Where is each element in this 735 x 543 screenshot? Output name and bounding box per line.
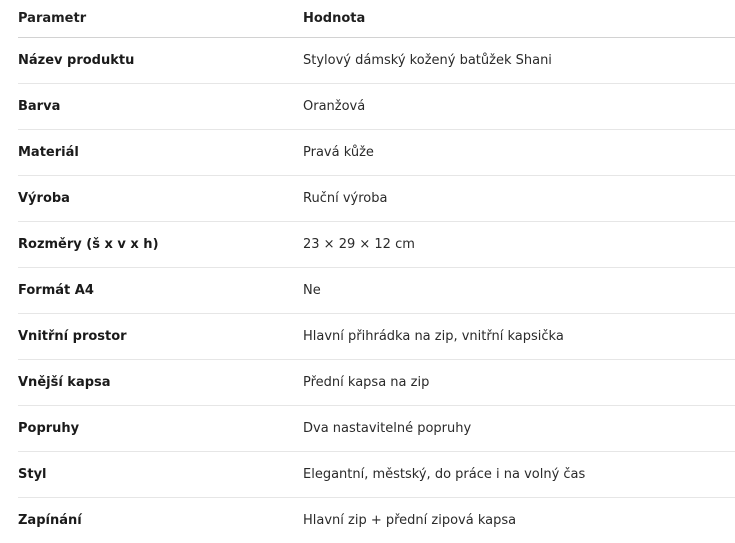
row-value: Elegantní, městský, do práce i na volný čas [303,452,735,498]
row-value: Pravá kůže [303,130,735,176]
row-value: 23 × 29 × 12 cm [303,222,735,268]
table-header [18,0,735,38]
table-row [18,452,735,498]
row-parameter: Vnější kapsa [18,360,303,406]
column-header-value: Hodnota [303,0,735,38]
row-value: Oranžová [303,84,735,130]
row-value: Hlavní zip + přední zipová kapsa [303,498,735,543]
row-value: Ne [303,268,735,314]
row-parameter: Výroba [18,176,303,222]
column-header-parameter: Parametr [18,0,303,38]
header-row [18,0,735,38]
product-spec-table [18,0,735,543]
row-parameter: Barva [18,84,303,130]
row-value: Dva nastavitelné popruhy [303,406,735,452]
table-body [18,38,735,543]
row-parameter: Popruhy [18,406,303,452]
row-value: Hlavní přihrádka na zip, vnitřní kapsička [303,314,735,360]
table-row [18,498,735,543]
row-value: Ruční výroba [303,176,735,222]
table-row [18,176,735,222]
row-parameter: Formát A4 [18,268,303,314]
table-row [18,314,735,360]
table-row [18,130,735,176]
row-parameter: Styl [18,452,303,498]
table-row [18,84,735,130]
row-value: Přední kapsa na zip [303,360,735,406]
row-parameter: Materiál [18,130,303,176]
table-row [18,222,735,268]
row-parameter: Rozměry (š x v x h) [18,222,303,268]
row-value: Stylový dámský kožený batůžek Shani [303,38,735,84]
row-parameter: Zapínání [18,498,303,543]
table-row [18,406,735,452]
table-row [18,38,735,84]
table-row [18,268,735,314]
row-parameter: Název produktu [18,38,303,84]
row-parameter: Vnitřní prostor [18,314,303,360]
table-row [18,360,735,406]
